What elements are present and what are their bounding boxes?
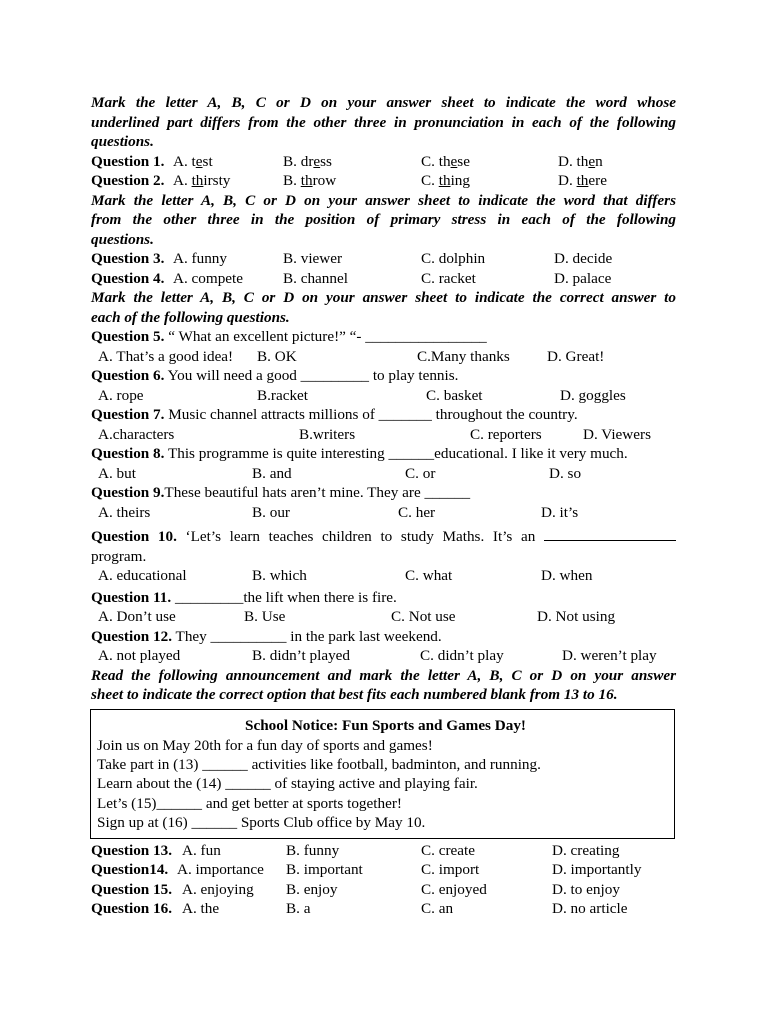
q8-option-d[interactable]: D. so: [549, 464, 582, 482]
q15-option-c[interactable]: C. enjoyed: [421, 880, 487, 898]
q5-option-a[interactable]: A. That’s a good idea!: [98, 347, 234, 365]
q8-option-c[interactable]: C. or: [405, 464, 436, 482]
q12-stem: They __________ in the park last weekend.: [172, 627, 442, 645]
q14-option-d[interactable]: D. importantly: [552, 861, 642, 878]
q7-option-b[interactable]: B.writers: [299, 425, 356, 443]
q14-option-b[interactable]: B. important: [286, 861, 363, 878]
q11-option-a[interactable]: A. Don’t use: [98, 608, 176, 625]
q11-stem: _________the lift when there is fire.: [171, 588, 397, 606]
question-15: Question 15. A. enjoying B. enjoy C. enjoyed D. to enjoy: [91, 880, 620, 898]
question-2: Question 2. A. thirsty B. throw C. thing D. there: [91, 172, 607, 189]
question-3: Question 3. A. funny B. viewer C. dolphin D. decide: [91, 250, 613, 267]
notice-line: Learn about the (14) ______ of staying active and playing fair.: [97, 775, 478, 793]
q12-option-a[interactable]: A. not played: [98, 647, 181, 664]
instruction-reading: Read the following announcement and mark the letter A, B, C or D on your answer sheet to indicate the correct option that best fits each numbered blank from 13 to 16.: [91, 666, 676, 703]
q10-option-b[interactable]: B. which: [252, 567, 307, 584]
q3-option-c[interactable]: C. dolphin: [421, 250, 486, 267]
q9-option-b[interactable]: B. our: [252, 503, 290, 521]
question-8: Question 8. This programme is quite interesting ______educational. I like it very much.: [91, 445, 628, 462]
q10-option-a[interactable]: A. educational: [98, 567, 187, 584]
q6-option-a[interactable]: A. rope: [98, 386, 144, 404]
q10-stem: ‘Let’s learn teaches children to study Maths. It’s an: [176, 528, 536, 545]
notice-line: Join us on May 20th for a fun day of sports and games!: [97, 736, 433, 754]
q4-option-a[interactable]: A. compete: [173, 269, 244, 287]
question-7: Question 7. Music channel attracts millions of _______ throughout the country.: [91, 406, 578, 423]
q7-option-a[interactable]: A.characters: [98, 425, 175, 443]
q7-option-d[interactable]: D. Viewers: [583, 425, 651, 443]
q16-option-c[interactable]: C. an: [421, 900, 454, 917]
q10-options: [91, 566, 676, 586]
q15-option-b[interactable]: B. enjoy: [286, 880, 338, 898]
q15-option-a[interactable]: A. enjoying: [182, 880, 254, 898]
q6-option-c[interactable]: C. basket: [426, 386, 483, 404]
q16-option-d[interactable]: D. no article: [552, 900, 628, 917]
q10-blank[interactable]: [544, 526, 676, 541]
q2-option-a[interactable]: A. thirsty: [173, 172, 231, 189]
q10-option-d[interactable]: D. when: [541, 567, 593, 584]
q4-option-b[interactable]: B. channel: [283, 269, 348, 287]
q7-options: [91, 425, 676, 445]
question-11: Question 11. _________the lift when there is fire.: [91, 588, 397, 606]
question-12: Question 12. They __________ in the park last weekend.: [91, 627, 442, 645]
q10-stem-end: program.: [91, 547, 147, 565]
q9-stem: These beautiful hats aren’t mine. They are ______: [164, 484, 471, 501]
q8-stem: This programme is quite interesting ______educational. I like it very much.: [164, 445, 628, 462]
q11-option-d[interactable]: D. Not using: [537, 608, 616, 625]
question-16: Question 16. A. the B. a C. an D. no article: [91, 900, 628, 917]
q9-option-c[interactable]: C. her: [398, 503, 436, 521]
q8-option-b[interactable]: B. and: [252, 464, 292, 482]
q1-option-d[interactable]: D. then: [558, 152, 603, 170]
q7-stem: Music channel attracts millions of _______ throughout the country.: [164, 406, 578, 423]
q8-options: [91, 464, 676, 484]
q11-option-b[interactable]: B. Use: [244, 608, 286, 625]
q13-option-a[interactable]: A. fun: [182, 841, 221, 859]
q6-options: [91, 386, 676, 406]
q9-option-d[interactable]: D. it’s: [541, 503, 579, 521]
q12-option-c[interactable]: C. didn’t play: [420, 647, 504, 664]
notice-line: Sign up at (16) ______ Sports Club office by May 10.: [97, 814, 426, 832]
q5-options: [91, 347, 676, 367]
q3-option-b[interactable]: B. viewer: [283, 250, 343, 267]
q6-option-d[interactable]: D. goggles: [560, 386, 626, 404]
notice-line: Let’s (15)______ and get better at sports together!: [97, 794, 402, 812]
q11-option-c[interactable]: C. Not use: [391, 608, 456, 625]
notice-title: School Notice: Fun Sports and Games Day!: [245, 716, 526, 734]
instruction-correct-answer: Mark the letter A, B, C or D on your answer sheet to indicate the correct answer to each of the following questions.: [91, 289, 676, 326]
q13-option-b[interactable]: B. funny: [286, 841, 340, 859]
q2-option-b[interactable]: B. throw: [283, 172, 337, 189]
instruction-pronunciation: Mark the letter A, B, C or D on your answer sheet to indicate the word whose underlined part differs from the other three in pronunciation in each of the following questions.: [91, 94, 676, 150]
question-13: Question 13. A. fun B. funny C. create D. creating: [91, 841, 620, 859]
question-10: Question 10. ‘Let’s learn teaches children to study Maths. It’s an program.: [91, 526, 676, 566]
question-6: Question 6. You will need a good _________ to play tennis.: [91, 367, 459, 384]
question-4: Question 4. A. compete B. channel C. racket D. palace: [91, 269, 612, 287]
notice-line: Take part in (13) ______ activities like football, badminton, and running.: [97, 755, 541, 773]
q4-option-c[interactable]: C. racket: [421, 269, 476, 287]
q1-option-a[interactable]: A. test: [173, 152, 213, 170]
question-1: Question 1. A. test B. dress C. these D. then: [91, 152, 603, 170]
q2-option-c[interactable]: C. thing: [421, 172, 470, 189]
q12-options: [91, 646, 676, 666]
q15-option-d[interactable]: D. to enjoy: [552, 880, 620, 898]
school-notice-box: [90, 709, 675, 839]
q16-option-a[interactable]: A. the: [182, 900, 220, 917]
q11-options: [91, 607, 676, 627]
q6-option-b[interactable]: B.racket: [257, 386, 309, 404]
q5-option-d[interactable]: D. Great!: [547, 347, 605, 365]
q5-option-c[interactable]: C.Many thanks: [417, 347, 510, 365]
q1-option-c[interactable]: C. these: [421, 152, 470, 170]
q9-options: [91, 503, 676, 523]
q14-option-a[interactable]: A. importance: [177, 861, 264, 878]
instruction-stress: Mark the letter A, B, C or D on your answer sheet to indicate the word that differs from the other three in the position of primary stress in each of the following questions.: [91, 191, 676, 248]
q3-option-a[interactable]: A. funny: [173, 250, 227, 267]
question-5: Question 5. “ What an excellent picture!” “- ________________: [91, 328, 487, 345]
q5-stem: “ What an excellent picture!” “- ________________: [164, 328, 487, 345]
q3-option-d[interactable]: D. decide: [554, 250, 613, 267]
q10-option-c[interactable]: C. what: [405, 567, 453, 584]
q7-option-c[interactable]: C. reporters: [470, 425, 542, 443]
q13-option-c[interactable]: C. create: [421, 841, 475, 859]
q4-option-d[interactable]: D. palace: [554, 269, 612, 287]
q9-option-a[interactable]: A. theirs: [98, 503, 151, 521]
q2-option-d[interactable]: D. there: [558, 172, 607, 189]
question-9: Question 9.These beautiful hats aren’t mine. They are ______: [91, 484, 471, 501]
question-14: Question14. A. importance B. important C. import D. importantly: [91, 861, 642, 878]
exam-page: [91, 93, 676, 919]
q12-option-d[interactable]: D. weren’t play: [562, 647, 657, 664]
q5-option-b[interactable]: B. OK: [257, 347, 297, 365]
q14-option-c[interactable]: C. import: [421, 861, 480, 878]
q6-stem: You will need a good _________ to play tennis.: [164, 367, 459, 384]
q1-option-b[interactable]: B. dress: [283, 152, 332, 170]
q8-option-a[interactable]: A. but: [98, 464, 136, 482]
q16-option-b[interactable]: B. a: [286, 900, 311, 917]
q12-option-b[interactable]: B. didn’t played: [252, 647, 351, 664]
q13-option-d[interactable]: D. creating: [552, 841, 620, 859]
